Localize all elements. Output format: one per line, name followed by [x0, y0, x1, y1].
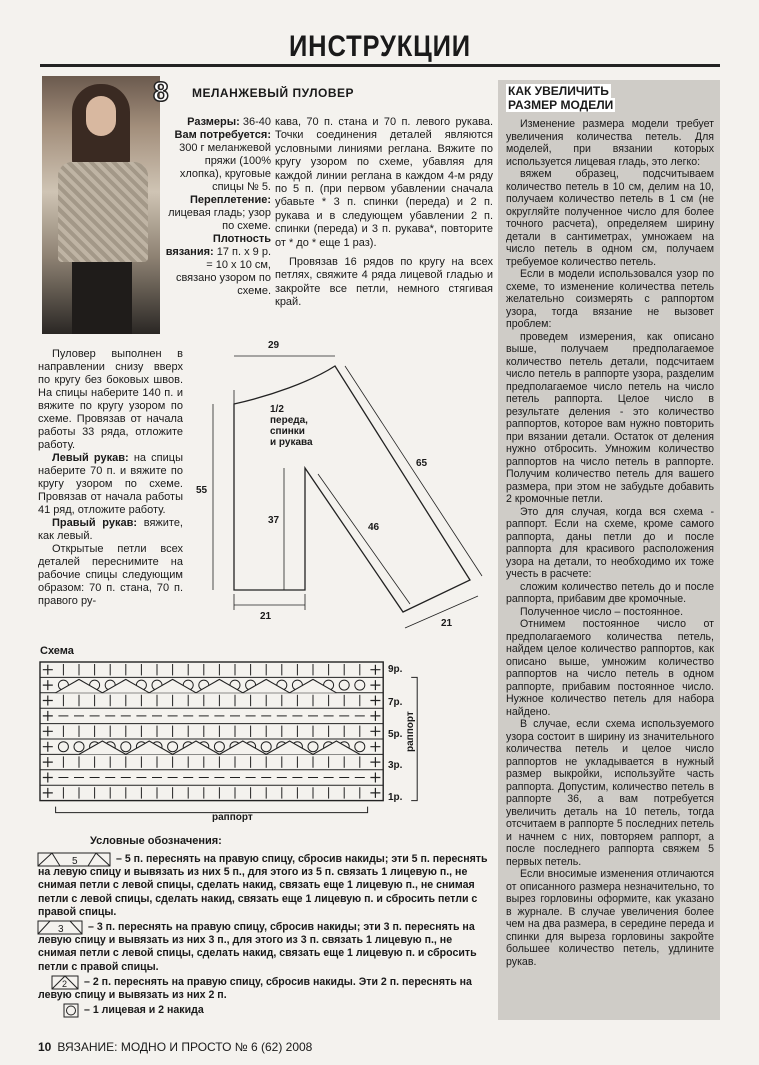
dim-sleeve-inner-line	[318, 474, 410, 604]
edge-stitch	[43, 665, 53, 675]
density-label: Плотность вязания:	[165, 233, 271, 258]
dim-sleeve-line	[345, 366, 482, 576]
edge-stitch	[370, 696, 380, 706]
cable-mark	[56, 679, 103, 692]
edge-stitch	[370, 711, 380, 721]
cable-mark	[266, 741, 313, 754]
sidebar-p2: вяжем образец, подсчитываем количество петель в 10 см, делим на 10, получаем количество петель в 1 см (не округляйте полученное число для более точного расчета), определяем ширину детали в сантиметрах, умножаем на число петель в одном см, получаем требуемое количество петель.	[506, 168, 714, 268]
edge-stitch	[43, 680, 53, 690]
weave-text: лицевая гладь; узор по схеме.	[168, 207, 271, 232]
sidebar-title-line1: КАК УВЕЛИЧИТЬ	[508, 84, 609, 98]
sidebar-p3: Если в модели использовался узор по схеме, то изменение количества петель желательно соизмерять с раппортом узора, тогда вязание не вызовет проблем:	[506, 268, 714, 330]
dim-inner-label: 37	[268, 515, 280, 526]
page-number: 10	[38, 1040, 52, 1054]
sidebar-p10: Если вносимые изменения отличаются от описанного размера незначительно, то вырез горловины оформите, как указано в журнале. В случае увеличения более чем на два размера, в середине переда и спинки для выреза горловины закройте большее количество петель, удлините рукав.	[506, 868, 714, 968]
chart-title: Схема	[40, 645, 74, 657]
cable-mark	[243, 679, 290, 692]
dim-sleeve-label: 65	[416, 458, 428, 469]
legend-item-5: – 5 п. переснять на правую спицу, сбросив накиды; эти 5 п. переснять на левую спицу и вывязать из них 5 п., для этого из 5 п. связать 1 лицевую п., не снимая петли с левой спицы, сделать накид, связать еще 1 лицевую п., не снимая петли с левой спицы, сделать накид, связать еще 1 лицевую п. и сбросить петли с правой спицы.	[38, 853, 488, 918]
sidebar-p1: Изменение размера модели требует увеличения количества петель. Для моделей, при вязании которых используется лицевая гладь, это легко:	[506, 118, 714, 168]
edge-stitch	[370, 665, 380, 675]
sym-double-yo-circle	[67, 1006, 76, 1015]
dim-sleeve-inner-label: 46	[368, 522, 380, 533]
magazine-issue: ВЯЗАНИЕ: МОДНО И ПРОСТО № 6 (62) 2008	[57, 1040, 313, 1054]
page-footer	[38, 1040, 312, 1054]
right-sleeve-label: Правый рукав:	[52, 517, 138, 529]
sidebar-title	[506, 84, 716, 112]
edge-stitch	[370, 788, 380, 798]
sidebar-p7: Полученное число – постоянное.	[520, 605, 684, 618]
yo-stitch	[58, 742, 68, 752]
row-label-9: 9р.	[388, 664, 403, 675]
piece-note-line3: спинки	[270, 426, 305, 437]
cable-mark	[102, 679, 149, 692]
sidebar-p5: Это для случая, когда вся схема - раппорт. Если на схеме, кроме самого раппорта, даны петли до и после раппорта для красивого расположения узора на детали, то необходимо их тоже учесть в расчете:	[506, 505, 714, 580]
sidebar-p4: проведем измерения, как описано выше, получаем предполагаемое количество петель детали, подсчитаем число петель в раппорте узора, разделим предполагаемое число петель на число петель раппорта. Целое число в результате деления - это количество раппортов, которое вам нужно повторить при вязании детали. Остаток от деления нужно отбросить. Умножим количество раппортов на число петель в раппорте. Получим количество петель для вашего размера, при этом не забудьте добавить 2 кромочные петли.	[506, 330, 714, 505]
rapport-label-bottom: раппорт	[212, 812, 253, 823]
yo-stitch	[168, 742, 178, 752]
rapport-label-right: раппорт	[405, 711, 416, 752]
col2-paragraph-2: Провязав 16 рядов по кругу на всех петлях, свяжите 4 ряда лицевой гладью и закройте все петли, немного стягивая край.	[275, 256, 493, 309]
cable-mark	[290, 679, 337, 692]
chart-frame	[40, 662, 383, 801]
cable-mark	[126, 741, 173, 754]
sym2-label: 2	[62, 979, 68, 989]
pattern-outline	[234, 366, 470, 612]
edge-stitch	[43, 757, 53, 767]
sidebar-title-line2: РАЗМЕР МОДЕЛИ	[508, 98, 614, 112]
yo-stitch	[355, 680, 365, 690]
density-text: 17 п. х 9 р. = 10 х 10 см, связано узором по схеме.	[175, 246, 271, 297]
sidebar-box	[498, 80, 720, 1020]
yo-stitch	[121, 742, 131, 752]
edge-stitch	[370, 680, 380, 690]
left-sleeve-text: на спицы наберите 70 п. и вяжите по кругу узором по схеме. Провязав от начала работы 41 ряд, отложите работу.	[38, 452, 183, 516]
cable-mark	[196, 679, 243, 692]
sym5-label: 5	[72, 856, 78, 867]
cable-mark	[219, 741, 266, 754]
edge-stitch	[370, 726, 380, 736]
knitting-chart	[40, 662, 417, 813]
pattern-pieces	[213, 356, 482, 628]
cable-mark	[313, 741, 360, 754]
edge-stitch	[370, 742, 380, 752]
row-label-3: 3р.	[388, 760, 403, 771]
sizes-value: 36-40	[242, 116, 271, 128]
need-text: 300 г меланжевой пряжи (100% хлопка), круговые спицы № 5.	[179, 142, 271, 193]
dim-height-label: 55	[196, 485, 208, 496]
need-label: Вам потребуется:	[174, 129, 271, 141]
piece-note-line2: переда,	[270, 415, 308, 426]
dim-top-label: 29	[268, 340, 280, 351]
yo-stitch	[308, 742, 318, 752]
edge-stitch	[43, 773, 53, 783]
section-title: ИНСТРУКЦИИ	[288, 30, 471, 63]
legend-item-3: – 3 п. переснять на правую спицу, сбросив накиды; эти 3 п. переснять на левую спицу и вывязать из них 3 п., для этого из 3 п. связать 1 лицевую п., не снимая петли с левой спицы, сделать накид, связать еще 1 лицевую п. и сбросить петли с правой спицы.	[38, 921, 477, 973]
edge-stitch	[43, 726, 53, 736]
right-sleeve-text: вяжите, как левый.	[38, 517, 183, 542]
piece-note-line1: 1/2	[270, 404, 284, 415]
piece-note-line4: и рукава	[270, 437, 313, 448]
yo-stitch	[261, 742, 271, 752]
legend-title: Условные обозначения:	[90, 835, 222, 847]
cable-mark	[173, 741, 220, 754]
cable-mark	[149, 679, 196, 692]
model-number: 8	[153, 76, 169, 107]
yo-stitch	[214, 742, 224, 752]
dim-bottom-label: 21	[260, 611, 272, 622]
edge-stitch	[43, 696, 53, 706]
edge-stitch	[43, 742, 53, 752]
yo-stitch	[74, 742, 84, 752]
cable-mark	[79, 741, 126, 754]
row-label-5: 5р.	[388, 729, 403, 740]
sidebar-p8: Отнимем постоянное число от предполагаемого количества петель, найдем целое количество раппортов, как описано выше, умножим количество раппортов на число петель в одном раппорте, прибавим постоянное число. Нужное количество петель для набора найдено.	[506, 618, 714, 718]
yo-stitch	[339, 680, 349, 690]
dim-cuff-label: 21	[441, 618, 453, 629]
left-sleeve-label: Левый рукав:	[52, 452, 129, 464]
edge-stitch	[370, 757, 380, 767]
edge-stitch	[43, 788, 53, 798]
edge-stitch	[43, 711, 53, 721]
legend-item-2: – 2 п. переснять на правую спицу, сбросив накиды. Эти 2 п. переснять на левую спицу и вывязать из них 2 п.	[38, 976, 472, 1002]
weave-label: Переплетение:	[189, 194, 271, 206]
col2-paragraph-1: кава, 70 п. стана и 70 п. левого рукава. Точки соединения деталей являются условными линиями реглана. Вяжите по кругу узором по схеме, убавляя для каждой линии реглана в каждом 4-м ряду по 5 п. (при первом убавлении сначала убавьте * 3 п. спинки (переда) и 2 п. рукава и в следующем убавлении 2 п. спинки (переда) и 3 п. рукава*, повторите от * до * еще 1 раз).	[275, 116, 493, 249]
yo-stitch	[355, 742, 365, 752]
model-title: МЕЛАНЖЕВЫЙ ПУЛОВЕР	[192, 86, 355, 100]
piece-note	[270, 404, 313, 448]
sidebar-p6: сложим количество петель до и после раппорта, прибавим две кромочные.	[506, 580, 714, 605]
row-label-1: 1р.	[388, 792, 403, 803]
edge-stitch	[370, 773, 380, 783]
sidebar-p9: В случае, если схема используемого узора состоит в ширину из значительного количества петель и целое число раппортов не укладывается в нужный размер выкройки, используйте часть раппорта. Допустим, количество петель в раппорте 36, а вам потребуется увеличить деталь на 10 петель, тогда отсчитаем в раппорте 5 последних петель и начнем с них, повторяем раппорт, а после последнего раппорта свяжем 5 первых петель.	[506, 718, 714, 868]
sizes-label: Размеры:	[187, 116, 240, 128]
col3-paragraph-2: Открытые петли всех деталей переснимите на рабочие спицы следующим образом: 70 п. стана, 70 п. правого ру-	[38, 543, 183, 607]
row-label-7: 7р.	[388, 697, 403, 708]
sym3-label: 3	[58, 924, 64, 935]
legend-item-yo: – 1 лицевая и 2 накида	[84, 1004, 204, 1016]
col3-paragraph-1: Пуловер выполнен в направлении снизу вверх по кругу без боковых швов. На спицы наберите 140 п. и вяжите по кругу узором по схеме. Провязав от начала работы 33 ряда, отложите работу.	[38, 348, 183, 451]
sidebar-text	[506, 118, 714, 968]
